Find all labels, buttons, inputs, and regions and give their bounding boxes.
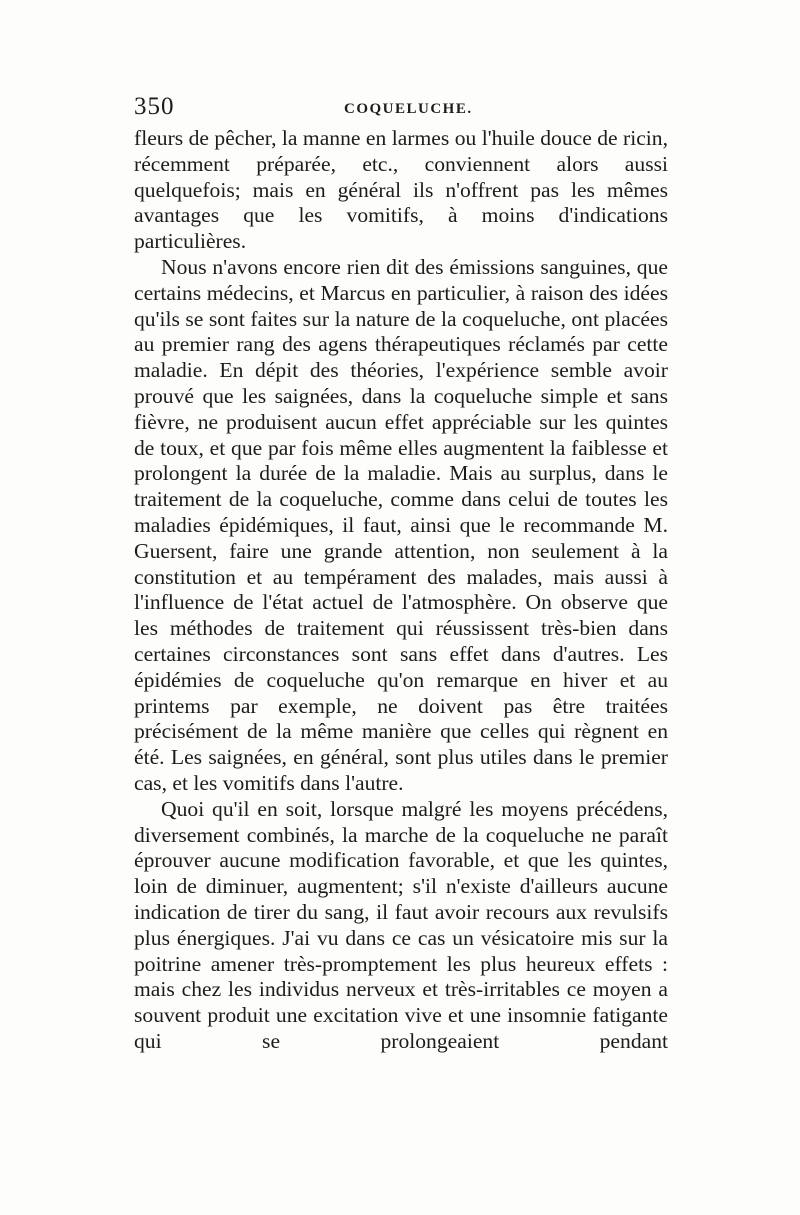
- paragraph-continuation: fleurs de pêcher, la manne en larmes ou l'huile douce de ricin, récemment préparée, etc., conviennent alors aussi quelquefois; mais en général ils n'offrent pas les mêmes avantages que les vomitifs, à moins d'indications particulières.: [134, 126, 668, 254]
- body-text: [134, 126, 668, 1055]
- page-header: [134, 93, 674, 123]
- page-number: 350: [134, 93, 175, 120]
- paragraph-revulsives: Quoi qu'il en soit, lorsque malgré les moyens précédens, diversement combinés, la marche de la coqueluche ne paraît éprouver aucune modification favorable, et que les quintes, loin de diminuer, augmentent; s'il n'existe d'ailleurs aucune indication de tirer du sang, il faut avoir recours aux revulsifs plus énergiques. J'ai vu dans ce cas un vésicatoire mis sur la poitrine amener très-promptement les plus heureux effets : mais chez les individus nerveux et très-irritables ce moyen a souvent produit une excitation vive et une insomnie fatigante qui se prolongeaient pendant: [134, 796, 668, 1053]
- paragraph-bloodletting: Nous n'avons encore rien dit des émissions sanguines, que certains médecins, et Marcus en particulier, à raison des idées qu'ils se sont faites sur la nature de la coqueluche, ont placées au premier rang des agens thérapeutiques réclamés par cette maladie. En dépit des théories, l'expérience semble avoir prouvé que les saignées, dans la coqueluche simple et sans fièvre, ne produisent aucun effet appréciable sur les quintes de toux, et que par fois même elles augmentent la faiblesse et prolongent la durée de la maladie. Mais au surplus, dans le traitement de la coqueluche, comme dans celui de toutes les maladies épidémiques, il faut, ainsi que le recommande M. Guersent, faire une grande attention, non seulement à la constitution et au tempérament des malades, mais aussi à l'influence de l'état actuel de l'atmosphère. On observe que les méthodes de traitement qui réussissent très-bien dans certaines circonstances sont sans effet dans d'autres. Les épidémies de coqueluche qu'on remarque en hiver et au printems par exemple, ne doivent pas être traitées précisément de la même manière que celles qui règnent en été. Les saignées, en général, sont plus utiles dans le premier cas, et les vomitifs dans l'autre.: [134, 254, 668, 795]
- running-head: COQUELUCHE.: [344, 101, 473, 117]
